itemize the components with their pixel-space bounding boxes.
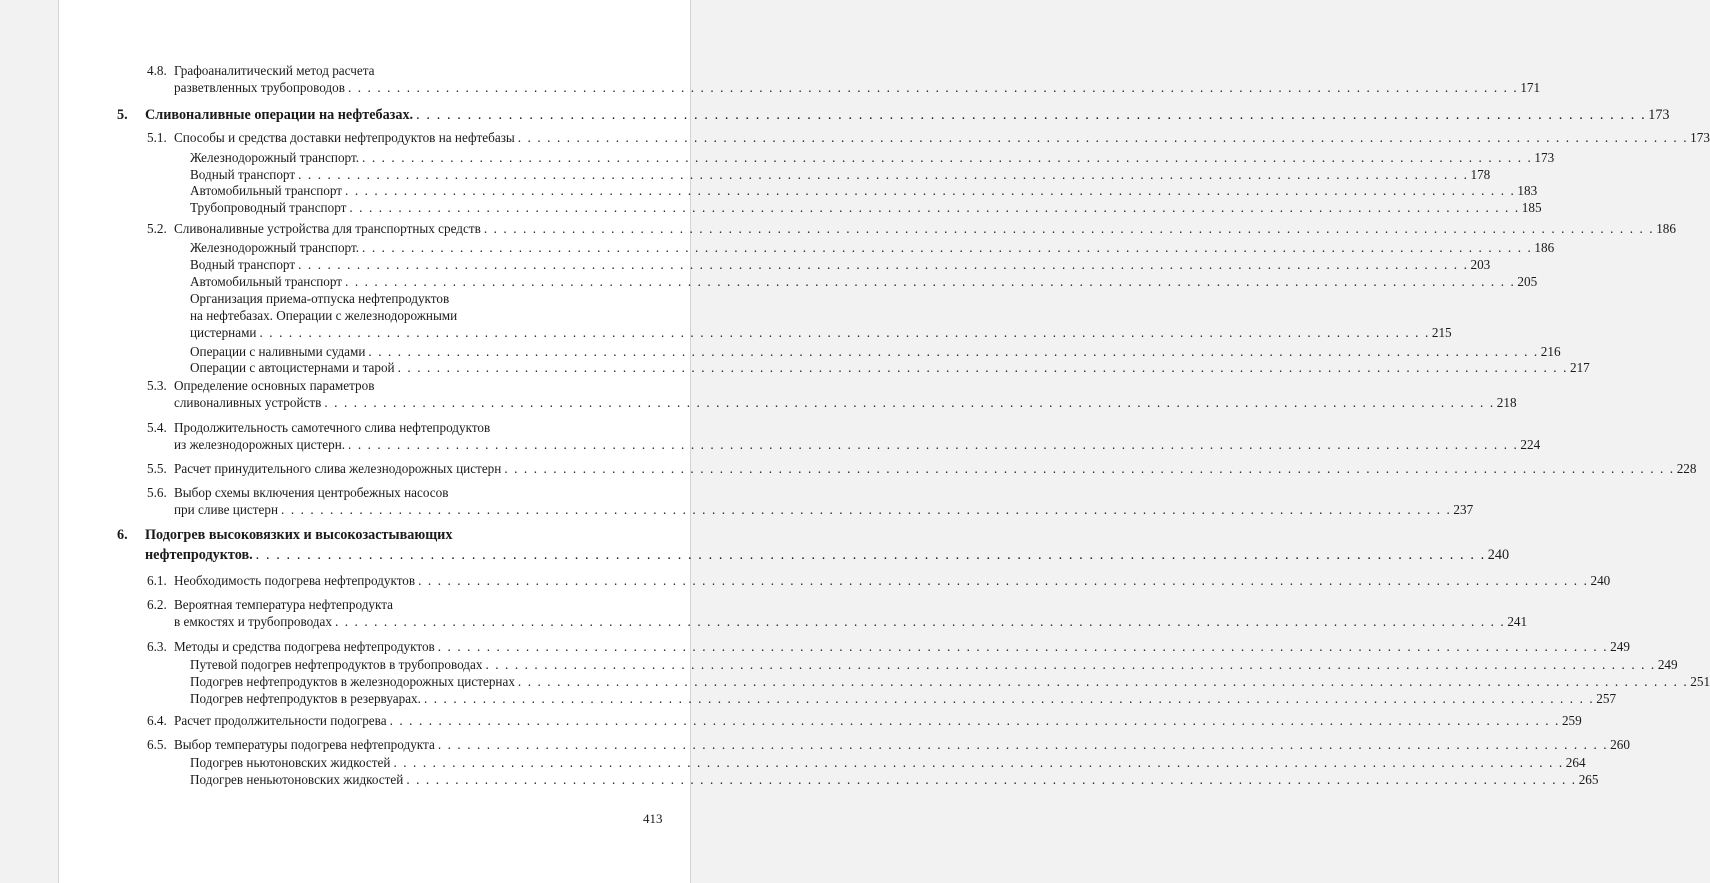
toc-page-number: 251 (1690, 674, 1710, 689)
toc-entry-title-line: Подогрев высоковязких и высокозастывающих (145, 527, 453, 543)
toc-entry-title: Сливоналивные операции на нефтебазах. (145, 107, 414, 123)
toc-entry-title: Подогрев неньютоновских жидкостей (190, 772, 404, 787)
leader-dots: . . . . . . . . . . . . . . . . . . . . . . . . . . . . . . . . . . . . . . . . . . . . . . . . . . . . . . . . . . . . . . . . . . . . . . . . . . . . . . . . . . . . . . . . . . . . . . . . . . . . . . . . . . . . . . . . . . . . . . . . (393, 755, 1564, 770)
toc-page-number: 240 (1487, 547, 1510, 563)
leader-dots: . . . . . . . . . . . . . . . . . . . . . . . . . . . . . . . . . . . . . . . . . . . . . . . . . . . . . . . . . . . . . . . . . . . . . . . . . . . . . . . . . . . . . . . . . . . . . . . . . . . . . . . . . . . . . . . . . . . . . . . . (483, 221, 1655, 236)
toc-page-number: 173 (1648, 107, 1670, 123)
toc-entry-title: из железнодорожных цистерн. (174, 437, 346, 452)
leader-dots: . . . . . . . . . . . . . . . . . . . . . . . . . . . . . . . . . . . . . . . . . . . . . . . . . . . . . . . . . . . . . . . . . . . . . . . . . . . . . . . . . . . . . . . . . . . . . . . . . . . . . . . . . . . . . . . . . . . . . . . . (406, 772, 1577, 787)
toc-page-number: 203 (1470, 257, 1491, 272)
toc-entry-number: 5.2. (147, 221, 167, 236)
toc-entry-title-line: Графоаналитический метод расчета (174, 63, 375, 78)
toc-subentry[interactable] (190, 657, 1678, 673)
toc-page-number: 205 (1517, 274, 1538, 289)
toc-subentry[interactable] (190, 691, 1617, 707)
toc-page-number: 237 (1453, 502, 1474, 517)
toc-section-entry[interactable] (174, 461, 1697, 477)
toc-subentry[interactable] (190, 674, 1710, 690)
toc-entry-title: Автомобильный транспорт (190, 274, 343, 289)
leader-dots: . . . . . . . . . . . . . . . . . . . . . . . . . . . . . . . . . . . . . . . . . . . . . . . . . . . . . . . . . . . . . . . . . . . . . . . . . . . . . . . . . . . . . . . . . . . . . . . . . . . . . . . . . . . . . . . . . . . . . . . . (281, 502, 1452, 517)
toc-page-number: 186 (1656, 221, 1676, 236)
toc-entry-title-line: Продолжительность самотечного слива нефтепродуктов (174, 420, 491, 435)
toc-page-number: 178 (1470, 167, 1491, 182)
toc-entry-title: Расчет продолжительности подогрева (174, 713, 387, 728)
toc-entry-title: Подогрев нефтепродуктов в железнодорожных цистернах (190, 674, 515, 689)
leader-dots: . . . . . . . . . . . . . . . . . . . . . . . . . . . . . . . . . . . . . . . . . . . . . . . . . . . . . . . . . . . . . . . . . . . . . . . . . . . . . . . . . . . . . . . . . . . . . . . . . . . . . . . . . . . . . . . . . . . . . . . . (298, 257, 1469, 272)
leader-dots: . . . . . . . . . . . . . . . . . . . . . . . . . . . . . . . . . . . . . . . . . . . . . . . . . . . . . . . . . . . . . . . . . . . . . . . . . . . . . . . . . . . . . . . . . . . . . . . . . . . . . . . . . . . . . . . . . . . . . . . . (298, 167, 1469, 182)
leader-dots: . . . . . . . . . . . . . . . . . . . . . . . . . . . . . . . . . . . . . . . . . . . . . . . . . . . . . . . . . . . . . . . . . . . . . . . . . . . . . . . . . . . . . . . . . . . . . . . . . . . . . . . . . . . . . . . . . . . . . . . . (255, 547, 1486, 563)
leader-dots: . . . . . . . . . . . . . . . . . . . . . . . . . . . . . . . . . . . . . . . . . . . . . . . . . . . . . . . . . . . . . . . . . . . . . . . . . . . . . . . . . . . . . . . . . . . . . . . . . . . . . . . . . . . . . . . . . . . . . . . . (485, 657, 1656, 672)
toc-entry-number: 5.5. (147, 461, 167, 476)
toc-entry-number: 5. (117, 107, 128, 123)
toc-page-number: 249 (1610, 639, 1630, 654)
toc-section-entry[interactable] (174, 437, 1541, 453)
toc-entry-number: 5.4. (147, 420, 167, 435)
toc-page-number: 265 (1578, 772, 1599, 787)
toc-entry-number: 4.8. (147, 63, 167, 78)
toc-section-entry[interactable] (174, 130, 1710, 146)
toc-page-number: 259 (1561, 713, 1582, 728)
toc-entry-title: Сливоналивные устройства для транспортных средств (174, 221, 481, 236)
toc-page-number: 183 (1517, 183, 1538, 198)
leader-dots: . . . . . . . . . . . . . . . . . . . . . . . . . . . . . . . . . . . . . . . . . . . . . . . . . . . . . . . . . . . . . . . . . . . . . . . . . . . . . . . . . . . . . . . . . . . . . . . . . . . . . . . . . . . . . . . . . . . . . . . . (423, 691, 1595, 706)
leader-dots: . . . . . . . . . . . . . . . . . . . . . . . . . . . . . . . . . . . . . . . . . . . . . . . . . . . . . . . . . . . . . . . . . . . . . . . . . . . . . . . . . . . . . . . . . . . . . . . . . . . . . . . . . . . . . . . . . . . . . . . . (362, 240, 1533, 255)
toc-entry-title: Методы и средства подогрева нефтепродуктов (174, 639, 435, 654)
toc-section-entry[interactable] (174, 614, 1528, 630)
toc-entry-title: разветвленных трубопроводов (174, 80, 345, 95)
toc-subentry[interactable] (190, 772, 1599, 788)
leader-dots: . . . . . . . . . . . . . . . . . . . . . . . . . . . . . . . . . . . . . . . . . . . . . . . . . . . . . . . . . . . . . . . . . . . . . . . . . . . . . . . . . . . . . . . . . . . . . . . . . . . . . . . . . . . . . . . . . . . . . . . . (334, 614, 1506, 629)
toc-page-number: 224 (1520, 437, 1541, 452)
toc-subentry[interactable] (190, 755, 1586, 771)
toc-entry-number: 6. (117, 527, 128, 543)
leader-dots: . . . . . . . . . . . . . . . . . . . . . . . . . . . . . . . . . . . . . . . . . . . . . . . . . . . . . . . . . . . . . . . . . . . . . . . . . . . . . . . . . . . . . . . . . . . . . . . . . . . . . . . . . . . . . . . . . . . . . . . . (324, 395, 1495, 410)
toc-subentry[interactable] (190, 167, 1491, 183)
toc-entry-title: Водный транспорт (190, 257, 296, 272)
leader-dots: . . . . . . . . . . . . . . . . . . . . . . . . . . . . . . . . . . . . . . . . . . . . . . . . . . . . . . . . . . . . . . . . . . . . . . . . . . . . . . . . . . . . . . . . . . . . . . . . . . . . . . . . . . . . . . . . . . . . . . . . (259, 325, 1430, 340)
toc-entry-title-line: Вероятная температура нефтепродукта (174, 597, 394, 612)
toc-entry-number: 6.5. (147, 737, 167, 752)
toc-entry-title-line: Организация приема-отпуска нефтепродуктов (190, 291, 450, 306)
toc-page-number: 240 (1590, 573, 1611, 588)
leader-dots: . . . . . . . . . . . . . . . . . . . . . . . . . . . . . . . . . . . . . . . . . . . . . . . . . . . . . . . . . . . . . . . . . . . . . . . . . . . . . . . . . . . . . . . . . . . . . . . . . . . . . . . . . . . . . . . . . . . . . . . . (389, 713, 1560, 728)
leader-dots: . . . . . . . . . . . . . . . . . . . . . . . . . . . . . . . . . . . . . . . . . . . . . . . . . . . . . . . . . . . . . . . . . . . . . . . . . . . . . . . . . . . . . . . . . . . . . . . . . . . . . . . . . . . . . . . . . . . . . . . . (517, 130, 1689, 145)
leader-dots: . . . . . . . . . . . . . . . . . . . . . . . . . . . . . . . . . . . . . . . . . . . . . . . . . . . . . . . . . . . . . . . . . . . . . . . . . . . . . . . . . . . . . . . . . . . . . . . . . . . . . . . . . . . . . . . . . . . . . . . . (437, 737, 1609, 752)
toc-entry-title: Выбор температуры подогрева нефтепродукта (174, 737, 435, 752)
toc-page-number: 257 (1596, 691, 1617, 706)
document-page (58, 0, 1710, 883)
toc-subentry[interactable] (190, 200, 1542, 216)
toc-page-number: 216 (1540, 344, 1561, 359)
toc-section-entry[interactable] (174, 713, 1582, 729)
toc-entry-number: 6.4. (147, 713, 167, 728)
toc-entry-title: Путевой подогрев нефтепродуктов в трубопроводах (190, 657, 483, 672)
toc-entry-title: Способы и средства доставки нефтепродуктов на нефтебазы (174, 130, 515, 145)
toc-subentry[interactable] (190, 274, 1538, 290)
leader-dots: . . . . . . . . . . . . . . . . . . . . . . . . . . . . . . . . . . . . . . . . . . . . . . . . . . . . . . . . . . . . . . . . . . . . . . . . . . . . . . . . . . . . . . . . . . . . . . . . . . . . . . . . . . . . . . . . . . . . . . . . (345, 274, 1516, 289)
toc-entry-title: в емкостях и трубопроводах (174, 614, 332, 629)
toc-section-entry[interactable] (174, 639, 1630, 655)
toc-section-entry[interactable] (174, 395, 1517, 411)
toc-entry-number: 6.3. (147, 639, 167, 654)
toc-page-number: 264 (1565, 755, 1586, 770)
toc-entry-title: при сливе цистерн (174, 502, 279, 517)
toc-entry-title: Железнодорожный транспорт. (190, 240, 360, 255)
toc-subentry[interactable] (190, 325, 1452, 341)
toc-page-number: 171 (1520, 80, 1541, 95)
leader-dots: . . . . . . . . . . . . . . . . . . . . . . . . . . . . . . . . . . . . . . . . . . . . . . . . . . . . . . . . . . . . . . . . . . . . . . . . . . . . . . . . . . . . . . . . . . . . . . . . . . . . . . . . . . . . . . . . . . . . . . . . (348, 437, 1519, 452)
leader-dots: . . . . . . . . . . . . . . . . . . . . . . . . . . . . . . . . . . . . . . . . . . . . . . . . . . . . . . . . . . . . . . . . . . . . . . . . . . . . . . . . . . . . . . . . . . . . . . . . . . . . . . . . . . . . . . . . . . . . . . . . (349, 200, 1520, 215)
toc-entry-number: 5.3. (147, 378, 167, 393)
toc-page-number: 173 (1690, 130, 1710, 145)
toc-entry-title-line: Определение основных параметров (174, 378, 375, 393)
leader-dots: . . . . . . . . . . . . . . . . . . . . . . . . . . . . . . . . . . . . . . . . . . . . . . . . . . . . . . . . . . . . . . . . . . . . . . . . . . . . . . . . . . . . . . . . . . . . . . . . . . . . . . . . . . . . . . . . . . . . . . . . (362, 150, 1533, 165)
leader-dots: . . . . . . . . . . . . . . . . . . . . . . . . . . . . . . . . . . . . . . . . . . . . . . . . . . . . . . . . . . . . . . . . . . . . . . . . . . . . . . . . . . . . . . . . . . . . . . . . . . . . . . . . . . . . . . . . . . . . . . . . (416, 107, 1647, 123)
leader-dots: . . . . . . . . . . . . . . . . . . . . . . . . . . . . . . . . . . . . . . . . . . . . . . . . . . . . . . . . . . . . . . . . . . . . . . . . . . . . . . . . . . . . . . . . . . . . . . . . . . . . . . . . . . . . . . . . . . . . . . . . (397, 360, 1568, 375)
toc-page-number: 228 (1676, 461, 1697, 476)
toc-entry-number: 6.2. (147, 597, 167, 612)
toc-entry-title: Трубопроводный транспорт (190, 200, 347, 215)
toc-entry-title: Подогрев нефтепродуктов в резервуарах. (190, 691, 421, 706)
toc-entry-title: Операции с наливными судами (190, 344, 366, 359)
toc-entry-title-line: Выбор схемы включения центробежных насосов (174, 485, 449, 500)
toc-entry-title: Подогрев ньютоновских жидкостей (190, 755, 391, 770)
toc-section-entry[interactable] (174, 80, 1541, 96)
toc-entry-title: цистернами (190, 325, 257, 340)
toc-entry-title: Автомобильный транспорт (190, 183, 343, 198)
toc-page-number: 185 (1521, 200, 1542, 215)
leader-dots: . . . . . . . . . . . . . . . . . . . . . . . . . . . . . . . . . . . . . . . . . . . . . . . . . . . . . . . . . . . . . . . . . . . . . . . . . . . . . . . . . . . . . . . . . . . . . . . . . . . . . . . . . . . . . . . . . . . . . . . . (347, 80, 1519, 95)
toc-page-number: 186 (1534, 240, 1555, 255)
toc-page-number: 218 (1496, 395, 1517, 410)
toc-section-entry[interactable] (174, 502, 1474, 518)
toc-page-number: 249 (1657, 657, 1678, 672)
toc-chapter-entry[interactable] (145, 547, 1510, 563)
toc-subentry[interactable] (190, 360, 1590, 376)
toc-entry-title: Водный транспорт (190, 167, 296, 182)
toc-section-entry[interactable] (174, 573, 1611, 589)
leader-dots: . . . . . . . . . . . . . . . . . . . . . . . . . . . . . . . . . . . . . . . . . . . . . . . . . . . . . . . . . . . . . . . . . . . . . . . . . . . . . . . . . . . . . . . . . . . . . . . . . . . . . . . . . . . . . . . . . . . . . . . . (437, 639, 1609, 654)
toc-entry-number: 5.6. (147, 485, 167, 500)
toc-entry-title: Железнодорожный транспорт. (190, 150, 360, 165)
toc-section-entry[interactable] (174, 221, 1676, 237)
toc-subentry[interactable] (190, 150, 1555, 166)
leader-dots: . . . . . . . . . . . . . . . . . . . . . . . . . . . . . . . . . . . . . . . . . . . . . . . . . . . . . . . . . . . . . . . . . . . . . . . . . . . . . . . . . . . . . . . . . . . . . . . . . . . . . . . . . . . . . . . . . . . . . . . . (418, 573, 1589, 588)
page-number: 413 (643, 811, 663, 826)
toc-entry-title: Операции с автоцистернами и тарой (190, 360, 395, 375)
toc-entry-number: 5.1. (147, 130, 167, 145)
toc-entry-title: Необходимость подогрева нефтепродуктов (174, 573, 416, 588)
toc-entry-title-line: на нефтебазах. Операции с железнодорожными (190, 308, 458, 323)
toc-entry-number: 6.1. (147, 573, 167, 588)
leader-dots: . . . . . . . . . . . . . . . . . . . . . . . . . . . . . . . . . . . . . . . . . . . . . . . . . . . . . . . . . . . . . . . . . . . . . . . . . . . . . . . . . . . . . . . . . . . . . . . . . . . . . . . . . . . . . . . . . . . . . . . . (345, 183, 1516, 198)
toc-entry-title: Расчет принудительного слива железнодорожных цистерн (174, 461, 502, 476)
toc-page-number: 217 (1569, 360, 1590, 375)
toc-subentry[interactable] (190, 257, 1491, 273)
toc-chapter-entry[interactable] (145, 107, 1670, 123)
toc-subentry[interactable] (190, 183, 1538, 199)
toc-page-number: 215 (1431, 325, 1452, 340)
toc-subentry[interactable] (190, 344, 1561, 360)
toc-entry-title: сливоналивных устройств (174, 395, 322, 410)
toc-page-number: 241 (1507, 614, 1528, 629)
leader-dots: . . . . . . . . . . . . . . . . . . . . . . . . . . . . . . . . . . . . . . . . . . . . . . . . . . . . . . . . . . . . . . . . . . . . . . . . . . . . . . . . . . . . . . . . . . . . . . . . . . . . . . . . . . . . . . . . . . . . . . . . (368, 344, 1539, 359)
leader-dots: . . . . . . . . . . . . . . . . . . . . . . . . . . . . . . . . . . . . . . . . . . . . . . . . . . . . . . . . . . . . . . . . . . . . . . . . . . . . . . . . . . . . . . . . . . . . . . . . . . . . . . . . . . . . . . . . . . . . . . . . (517, 674, 1689, 689)
toc-section-entry[interactable] (174, 737, 1630, 753)
toc-page-number: 260 (1610, 737, 1630, 752)
toc-page-number: 173 (1534, 150, 1555, 165)
toc-subentry[interactable] (190, 240, 1555, 256)
toc-entry-title: нефтепродуктов. (145, 547, 253, 563)
leader-dots: . . . . . . . . . . . . . . . . . . . . . . . . . . . . . . . . . . . . . . . . . . . . . . . . . . . . . . . . . . . . . . . . . . . . . . . . . . . . . . . . . . . . . . . . . . . . . . . . . . . . . . . . . . . . . . . . . . . . . . . . (504, 461, 1675, 476)
